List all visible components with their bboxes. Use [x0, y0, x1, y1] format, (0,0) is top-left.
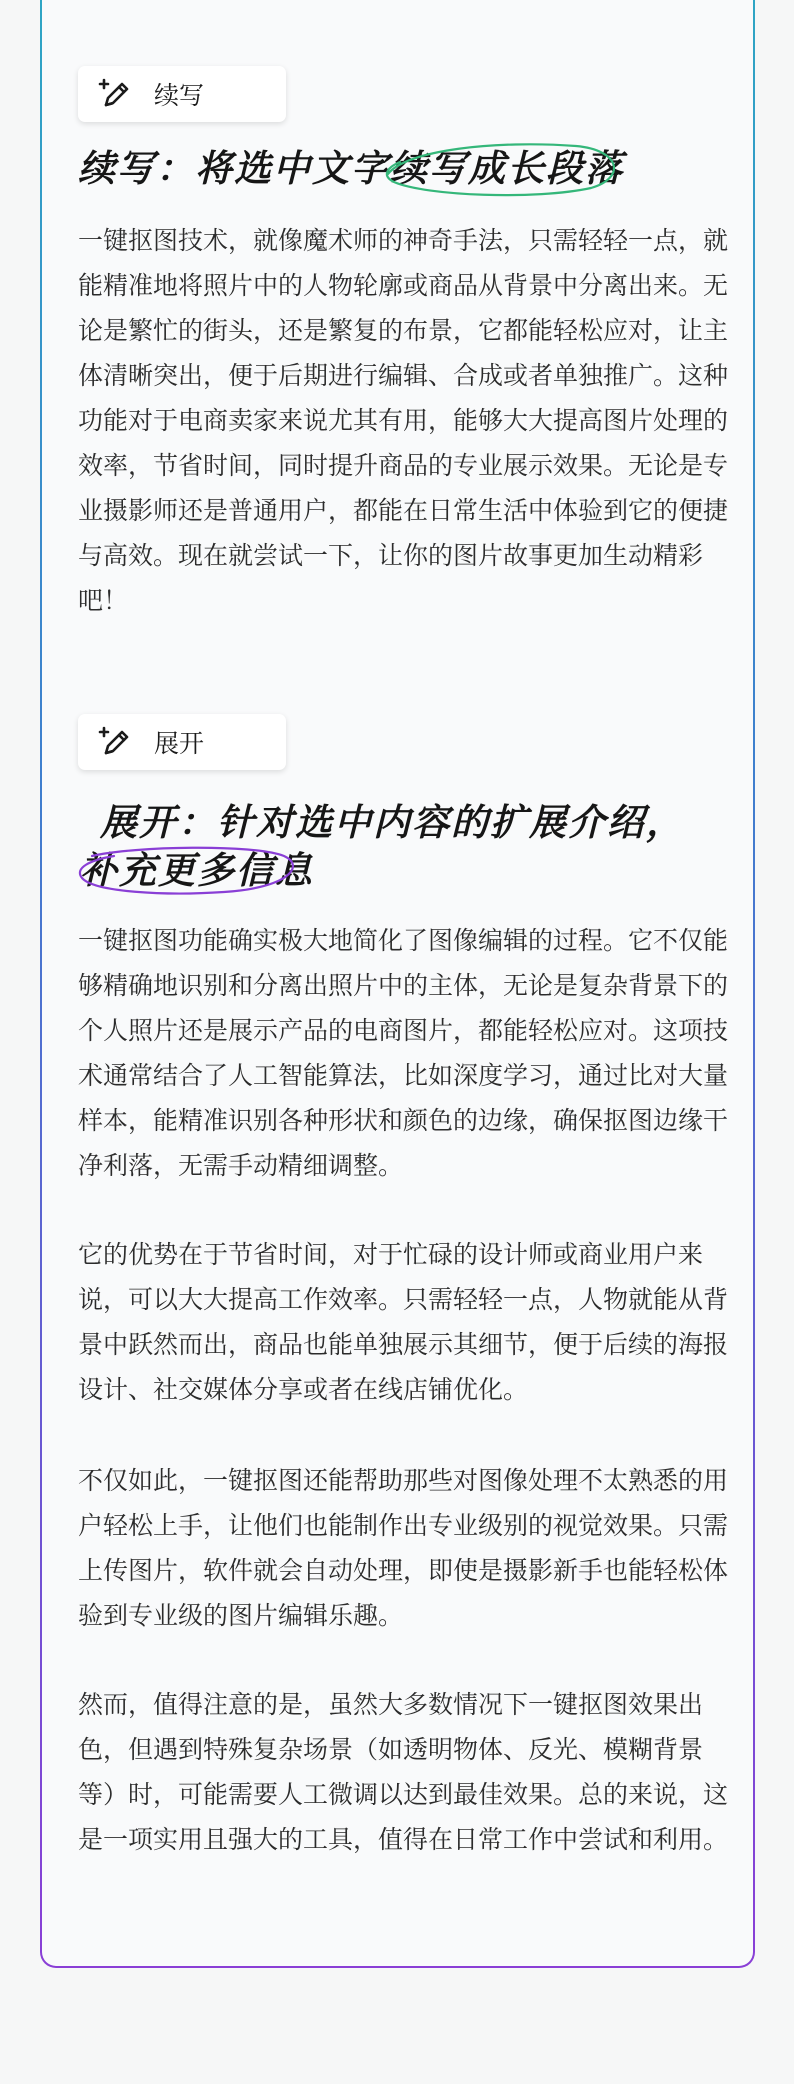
pen-sparkle-icon: [98, 724, 134, 760]
paragraph: 一键抠图技术，就像魔术师的神奇手法，只需轻轻一点，就能精准地将照片中的人物轮廓或商品从背景中分离出来。无论是繁忙的街头，还是繁复的布景，它都能轻松应对，让主体清晰突出，便于后期进行编辑、合成或者单独推广。这种功能对于电商卖家来说尤其有用，能够大大提高图片处理的效率，节省时间，同时提升商品的专业展示效果。无论是专业摄影师还是普通用户，都能在日常生活中体验到它的便捷与高效。现在就尝试一下，让你的图片故事更加生动精彩吧！: [78, 226, 729, 615]
expand-label: 展开: [154, 729, 205, 758]
highlighted-phrase: 续写成长段落: [390, 146, 624, 190]
continue-writing-label: 续写: [154, 81, 205, 110]
heading-text-line1: 展开：针对选中内容的扩展介绍，: [100, 800, 685, 844]
heading-text-line2: 信息: [236, 848, 314, 892]
paragraph: 不仅如此，一键抠图还能帮助那些对图像处理不太熟悉的用户轻松上手，让他们也能制作出专业级别的视觉效果。只需上传图片，软件就会自动处理，即使是摄影新手也能轻松体验到专业级的图片编辑乐趣。: [78, 1466, 729, 1630]
paragraph: 然而，值得注意的是，虽然大多数情况下一键抠图效果出色，但遇到特殊复杂场景（如透明物体、反光、模糊背景等）时，可能需要人工微调以达到最佳效果。总的来说，这是一项实用且强大的工具，值得在日常工作中尝试和利用。: [78, 1690, 729, 1854]
heading-text: 续写：将选中文字: [78, 146, 390, 190]
highlighted-phrase: 补充更多: [80, 848, 236, 892]
continue-writing-button[interactable]: [78, 66, 286, 122]
paragraph: 它的优势在于节省时间，对于忙碌的设计师或商业用户来说，可以大大提高工作效率。只需轻轻一点，人物就能从背景中跃然而出，商品也能单独展示其细节，便于后续的海报设计、社交媒体分享或者在线店铺优化。: [78, 1240, 729, 1404]
expand-button[interactable]: [78, 714, 286, 770]
section-heading-expand-line2: [80, 848, 314, 892]
section-heading-expand: [100, 800, 685, 844]
section-heading-continue: [78, 146, 624, 190]
pen-sparkle-icon: [98, 76, 134, 112]
paragraph: 一键抠图功能确实极大地简化了图像编辑的过程。它不仅能够精确地识别和分离出照片中的主体，无论是复杂背景下的个人照片还是展示产品的电商图片，都能轻松应对。这项技术通常结合了人工智能算法，比如深度学习，通过比对大量样本，能精准识别各种形状和颜色的边缘，确保抠图边缘干净利落，无需手动精细调整。: [78, 926, 729, 1180]
